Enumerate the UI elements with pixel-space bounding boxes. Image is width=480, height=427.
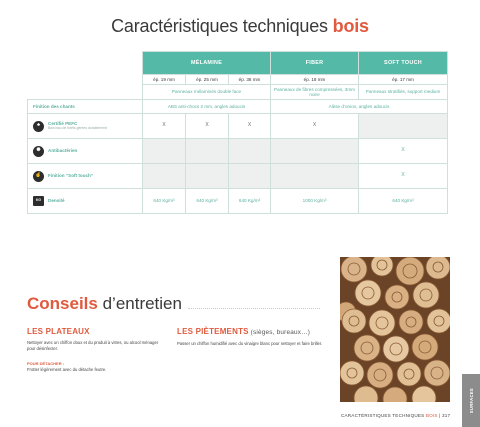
antibacterial-cell (229, 139, 271, 164)
antibacterial-cell (271, 139, 359, 164)
pefc-cell: X (186, 114, 229, 139)
page-number: 317 (442, 413, 451, 418)
plateaux-text: Nettoyer avec un chiffon doux et du produit à vitres, ou alcool ménager pour désinfecter. (27, 340, 159, 352)
thickness-25: ép. 25 mm (186, 75, 229, 85)
pietements-note: (sièges, bureaux…) (248, 329, 311, 336)
density-cell: 640 Kg/m³ (359, 189, 448, 214)
pietements-heading: LES PIÈTEMENTS (177, 327, 249, 336)
antibacterial-cell (186, 139, 229, 164)
footer-accent: BOIS (425, 413, 438, 418)
soft-touch-icon: ☝ (33, 171, 44, 182)
plateaux-section (27, 326, 167, 372)
thickness-fiber: ép. 18 mm (271, 75, 359, 85)
plateaux-heading: LES PLATEAUX (27, 327, 90, 336)
header-melamine: MÉLAMINE (143, 52, 271, 75)
footer-text: CARACTÉRISTIQUES TECHNIQUES (341, 413, 426, 418)
pefc-cell (359, 114, 448, 139)
pefc-cell: X (271, 114, 359, 139)
thickness-19: ép. 19 mm (143, 75, 186, 85)
section-side-tab (462, 374, 480, 427)
title-accent: bois (332, 16, 369, 36)
density-cell: 640 Kg/m³ (229, 189, 271, 214)
conseils-accent: Conseils (27, 294, 98, 313)
density-cell: 640 Kg/m³ (186, 189, 229, 214)
pietements-text: Passer un chiffon humidifié avec du vinaigre blanc pour nettoyer et faire briller. (177, 340, 323, 346)
page-title (0, 16, 480, 37)
header-soft-touch: SOFT TOUCH (359, 52, 448, 75)
conseils-title (27, 294, 182, 314)
footer-separator: | (437, 413, 443, 418)
kg-icon: KG (33, 196, 44, 206)
edges-melamine: ABS anti-chocs 2 mm, angles adoucis (143, 100, 271, 114)
wood-logs-illustration (340, 257, 450, 402)
antibacterial-icon: ✺ (33, 146, 44, 157)
desc-blank (28, 85, 143, 100)
row-label-pefc (28, 114, 143, 139)
density-cell: 1000 Kg/m³ (271, 189, 359, 214)
page-footer (341, 413, 450, 418)
soft-touch-cell (229, 164, 271, 189)
soft-touch-cell (143, 164, 186, 189)
pefc-icon: ♣ (33, 121, 44, 132)
antibacterial-cell: X (359, 139, 448, 164)
pietements-section (177, 326, 327, 347)
thickness-38: ép. 38 mm (229, 75, 271, 85)
header-fiber: FIBER (271, 52, 359, 75)
pefc-cell: X (143, 114, 186, 139)
conseils-rest: d’entretien (97, 294, 182, 313)
soft-touch-cell: X (359, 164, 448, 189)
plateaux-subtext: Frotter légèrement avec du détache feutre. (27, 366, 107, 372)
soft-touch-label: Finition “Soft touch” (48, 173, 94, 179)
soft-touch-cell (186, 164, 229, 189)
header-blank (28, 52, 143, 75)
wood-logs-photo (340, 257, 450, 402)
plateaux-subheading: POUR DÉTACHER : (27, 360, 65, 366)
density-cell: 640 Kg/m³ (143, 189, 186, 214)
edges-fiber-soft: Alèse d’onion, angles adoucis (271, 100, 448, 114)
pefc-label: Certifié PEFC (48, 121, 78, 127)
desc-fiber: Panneaux de fibres compressées, 3mm noire (271, 85, 359, 100)
pefc-sublabel: Bois issu de forêts gérées durablement (48, 125, 107, 130)
desc-melamine: Panneaux mélaminés double face (143, 85, 271, 100)
specifications-table (27, 51, 448, 214)
density-label: Densité (48, 198, 65, 204)
dotted-divider (188, 308, 320, 309)
sub-blank (28, 75, 143, 85)
desc-soft: Panneaux stratifiés, support medium (359, 85, 448, 100)
thickness-soft: ép. 17 mm (359, 75, 448, 85)
pefc-cell: X (229, 114, 271, 139)
title-main: Caractéristiques techniques (111, 16, 333, 36)
row-label-antibacterial (28, 139, 143, 164)
row-label-edges: Finition des chants (28, 100, 143, 114)
side-tab-label: SURFACES (468, 387, 474, 414)
row-label-soft-touch (28, 164, 143, 189)
antibacterial-cell (143, 139, 186, 164)
soft-touch-cell (271, 164, 359, 189)
antibacterial-label: Antibactérien (48, 148, 78, 154)
row-label-density (28, 189, 143, 214)
